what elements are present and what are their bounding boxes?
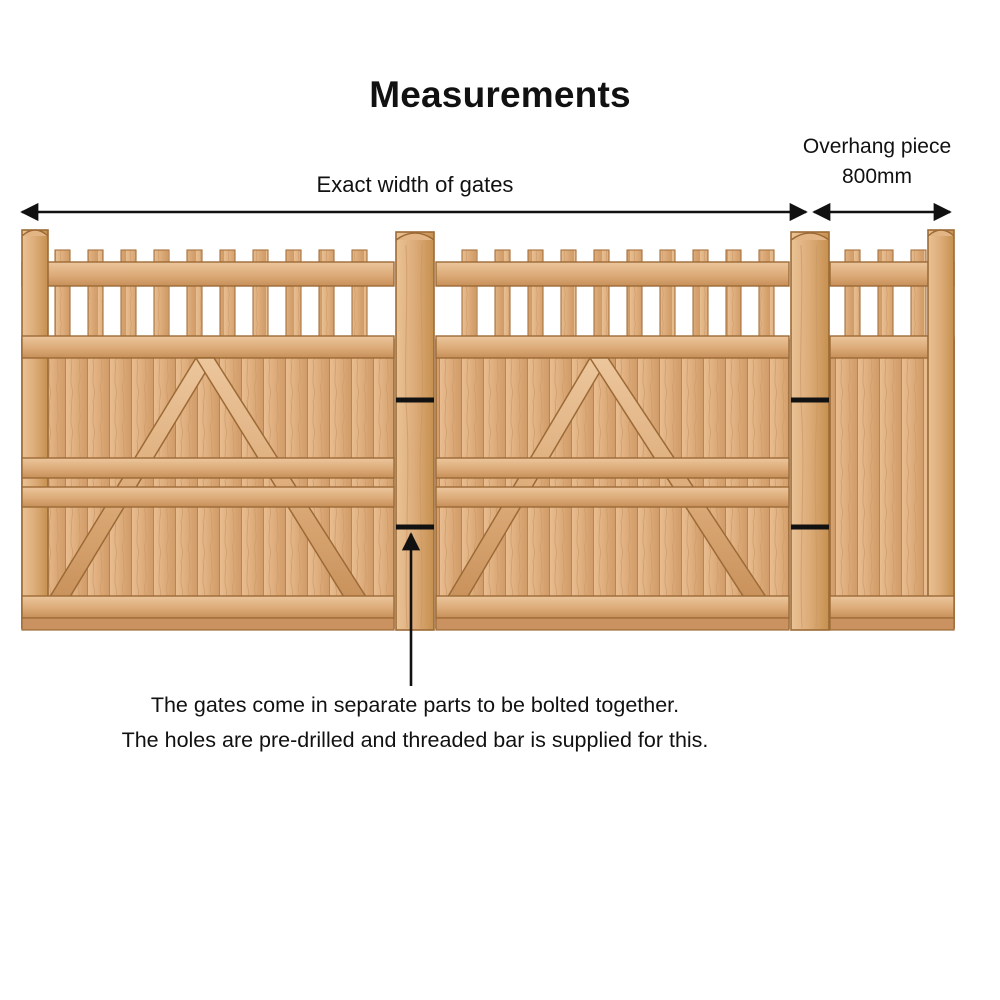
- left-gate-leaf: [22, 230, 394, 630]
- centre-post: [396, 232, 434, 630]
- overhang-piece: [830, 230, 954, 630]
- assembly-note-line2: The holes are pre-drilled and threaded bar is supplied for this.: [121, 728, 709, 752]
- assembly-note-line1: The gates come in separate parts to be bolted together.: [150, 693, 680, 717]
- overhang-label-line2: 800mm: [841, 165, 913, 188]
- overhang-label-line1: Overhang piece: [802, 135, 952, 158]
- dimension-label-gate-width: Exact width of gates: [316, 172, 514, 197]
- hanging-post: [791, 232, 829, 630]
- page-title: Measurements: [369, 74, 631, 115]
- right-gate-leaf: [436, 250, 789, 630]
